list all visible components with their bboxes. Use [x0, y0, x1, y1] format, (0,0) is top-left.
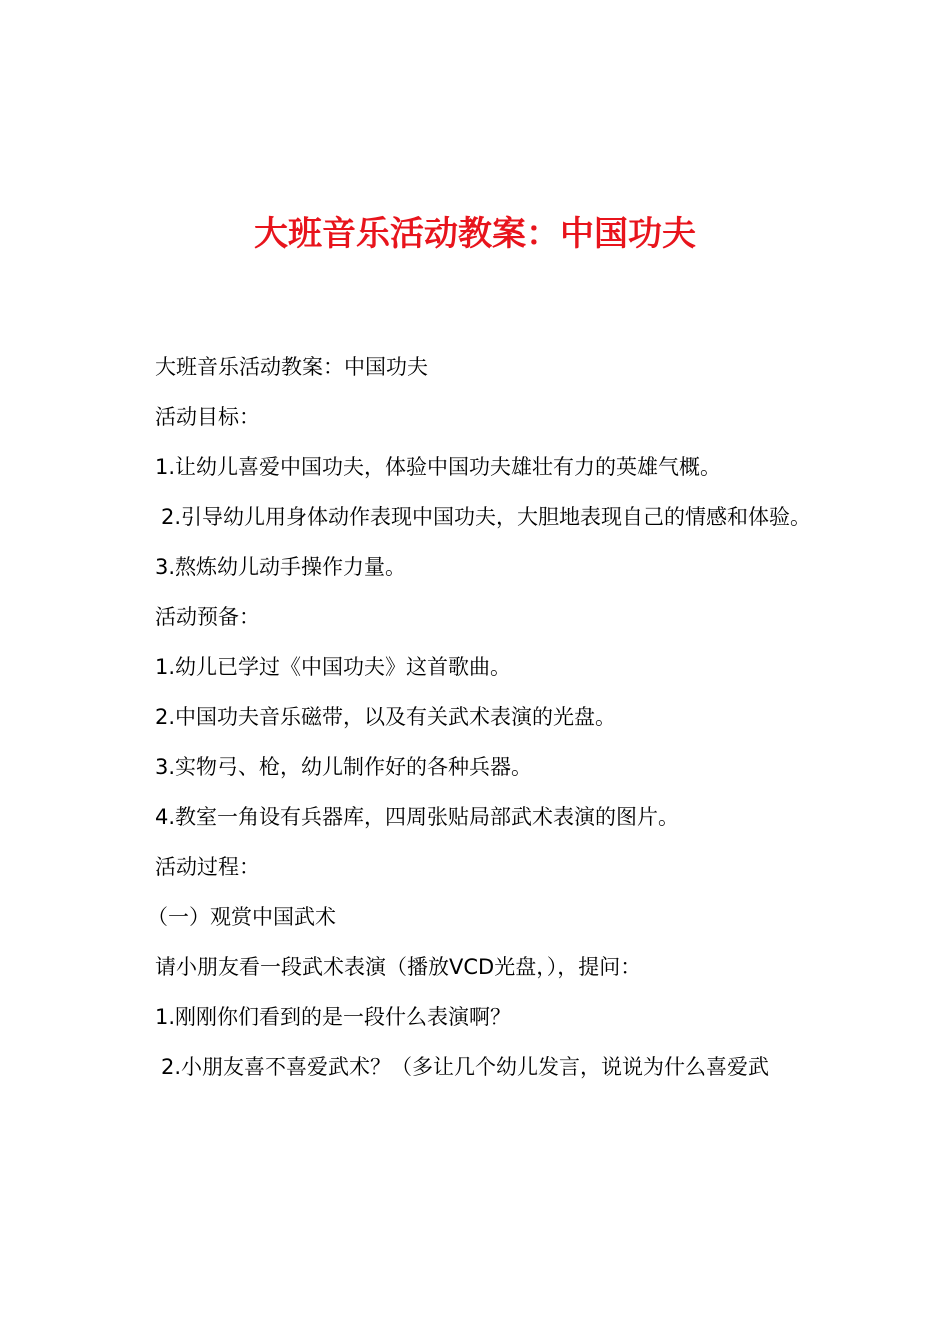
document-body — [127, 342, 833, 1092]
paragraph: 大班音乐活动教案：中国功夫 — [155, 355, 428, 379]
paragraph: 1.幼儿已学过《中国功夫》这首歌曲。 — [155, 655, 512, 679]
paragraph: 3.实物弓、枪，幼儿制作好的各种兵器。 — [155, 755, 533, 779]
paragraph: 1.刚刚你们看到的是一段什么表演啊？ — [155, 1005, 512, 1029]
paragraph: 活动预备： — [155, 605, 260, 629]
paragraph: 2.小朋友喜不喜爱武术？（多让几个幼儿发言，说说为什么喜爱武 — [161, 1055, 770, 1079]
paragraph: 1.让幼儿喜爱中国功夫，体验中国功夫雄壮有力的英雄气概。 — [155, 455, 722, 479]
paragraph: 2.中国功夫音乐磁带，以及有关武术表演的光盘。 — [155, 705, 617, 729]
paragraph: 4.教室一角设有兵器库，四周张贴局部武术表演的图片。 — [155, 805, 680, 829]
paragraph: 2.引导幼儿用身体动作表现中国功夫，大胆地表现自己的情感和体验。 — [161, 505, 812, 529]
paragraph: （一）观赏中国武术 — [147, 905, 336, 929]
paragraph: 3.熬炼幼儿动手操作力量。 — [155, 555, 407, 579]
document-title: 大班音乐活动教案：中国功夫 — [254, 214, 696, 254]
paragraph: 请小朋友看一段武术表演（播放VCD光盘，），提问： — [155, 955, 642, 979]
paragraph: 活动过程： — [155, 855, 260, 879]
paragraph: 活动目标： — [155, 405, 260, 429]
